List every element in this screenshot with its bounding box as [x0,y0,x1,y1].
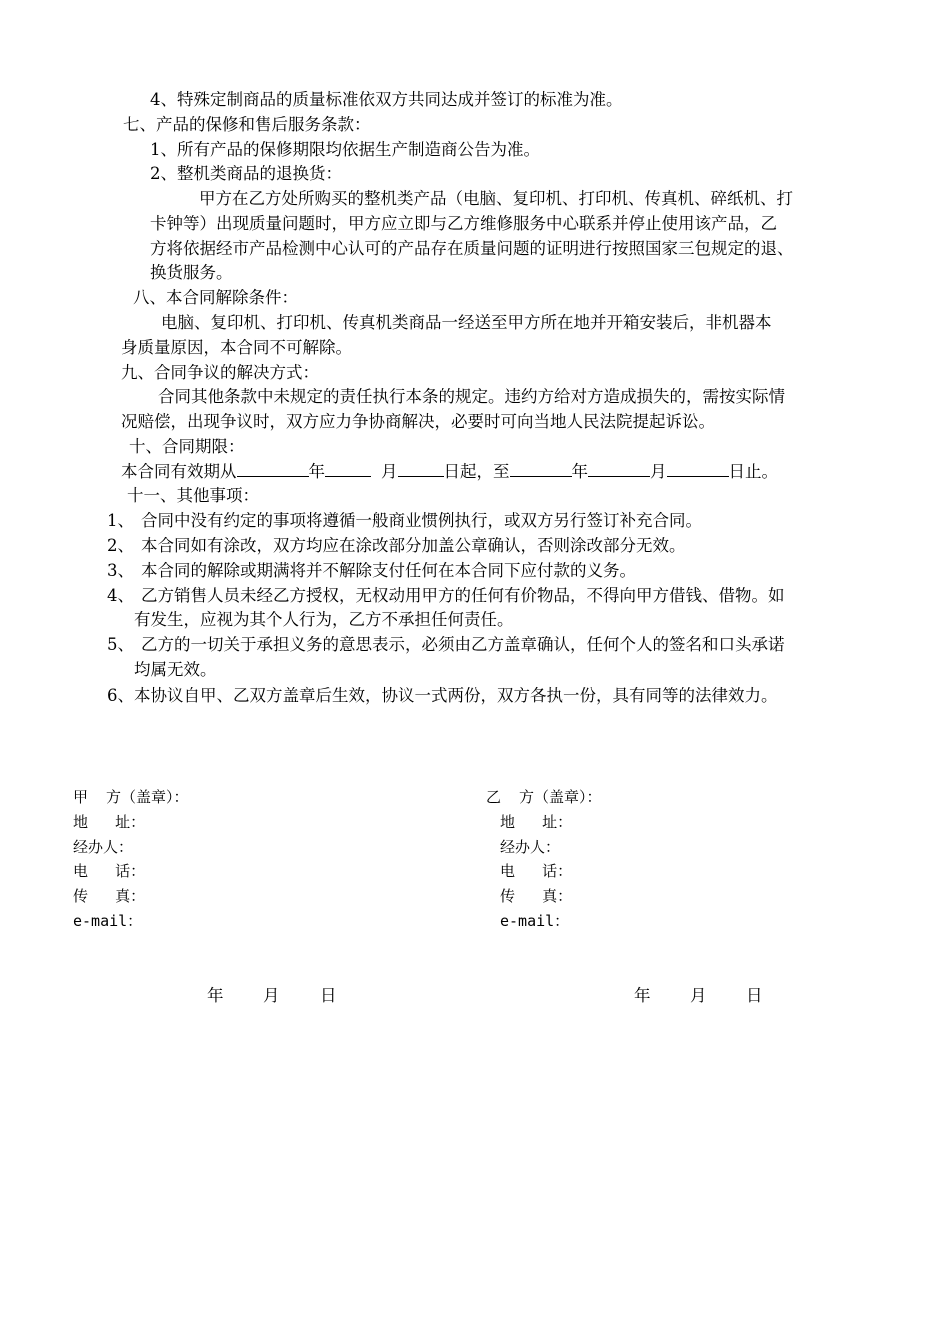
party-a-date-month: 月 [263,986,280,1005]
start-year-blank[interactable] [237,460,309,477]
clause11-item-num: 3、 [107,561,134,580]
end-day-suffix: 日止。 [728,462,778,481]
clause7-item1: 1、所有产品的保修期限均依据生产制造商公告为准。 [150,140,540,159]
end-month-blank[interactable] [588,460,650,477]
party-a-address-label: 地 址： [73,813,146,831]
party-a-email-label: e-mail： [73,912,143,930]
end-year-label: 年 [571,462,588,481]
clause8-line: 身质量原因，本合同不可解除。 [121,338,352,357]
clause11-item-text-cont: 均属无效。 [134,660,217,679]
validity-period-line [121,460,778,484]
clause11-item-text: 乙方的一切关于承担义务的意思表示，必须由乙方盖章确认，任何个人的签名和口头承诺 [141,635,785,654]
clause10-heading: 十、合同期限： [129,437,245,456]
clause7-item2: 2、整机类商品的退换货： [150,164,342,183]
end-day-blank[interactable] [667,460,729,477]
clause8-heading: 八、本合同解除条件： [133,288,298,307]
start-month-label: 月 [381,462,398,481]
party-b-email-label: e-mail： [500,912,570,930]
clause11-item-text: 乙方销售人员未经乙方授权，无权动用甲方的任何有价物品，不得向甲方借钱、借物。如 [141,586,785,605]
clause9-line: 合同其他条款中未规定的责任执行本条的规定。违约方给对方造成损失的，需按实际情 [158,387,785,406]
clause11-item-num: 1、 [107,511,134,530]
clause11-item-text: 本合同的解除或期满将并不解除支付任何在本合同下应付款的义务。 [141,561,636,580]
party-a-agent-label: 经办人： [73,838,134,856]
party-a-fax-label: 传 真： [73,887,146,905]
start-year-label: 年 [308,462,325,481]
party-b-date-month: 月 [690,986,707,1005]
clause11-item-text: 本合同如有涂改，双方均应在涂改部分加盖公章确认，否则涂改部分无效。 [141,536,686,555]
clause7-item2-line: 方将依据经市产品检测中心认可的产品存在质量问题的证明进行按照国家三包规定的退、 [150,239,794,258]
clause11-item6: 6、本协议自甲、乙双方盖章后生效，协议一式两份，双方各执一份，具有同等的法律效力。 [107,686,778,705]
party-b-date-year: 年 [634,986,651,1005]
end-year-blank[interactable] [510,460,572,477]
party-b-agent-label: 经办人： [500,838,561,856]
party-a-date-year: 年 [207,986,224,1005]
start-day-suffix: 日起，至 [443,462,510,481]
clause11-heading: 十一、其他事项： [127,486,259,505]
clause11-item-text: 合同中没有约定的事项将遵循一般商业惯例执行，或双方另行签订补充合同。 [141,511,702,530]
clause9-heading: 九、合同争议的解决方式： [121,363,319,382]
clause7-item2-line: 甲方在乙方处所购买的整机类产品（电脑、复印机、打印机、传真机、碎纸机、打 [199,189,793,208]
party-b-title: 乙 方（盖章）： [486,788,602,806]
clause7-item4: 4、特殊定制商品的质量标准依双方共同达成并签订的标准为准。 [150,90,623,109]
clause11-item-text-cont: 有发生，应视为其个人行为，乙方不承担任何责任。 [134,610,514,629]
start-month-blank[interactable] [325,460,371,477]
clause9-line: 况赔偿，出现争议时，双方应力争协商解决，必要时可向当地人民法院提起诉讼。 [121,412,715,431]
clause8-line: 电脑、复印机、打印机、传真机类商品一经送至甲方所在地并开箱安装后，非机器本 [161,313,772,332]
party-b-phone-label: 电 话： [500,862,573,880]
clause7-heading: 七、产品的保修和售后服务条款： [123,115,371,134]
clause7-item2-line: 换货服务。 [150,263,233,282]
validity-prefix: 本合同有效期从 [121,462,237,481]
clause11-item-num: 4、 [107,586,134,605]
clause7-item2-line: 卡钟等）出现质量问题时，甲方应立即与乙方维修服务中心联系并停止使用该产品，乙 [150,214,777,233]
party-b-date-day: 日 [746,986,763,1005]
party-a-title: 甲 方（盖章）： [73,788,189,806]
party-b-address-label: 地 址： [500,813,573,831]
party-a-date-day: 日 [320,986,337,1005]
start-day-blank[interactable] [398,460,444,477]
party-a-phone-label: 电 话： [73,862,146,880]
end-month-label: 月 [650,462,667,481]
clause11-item-num: 5、 [107,635,134,654]
party-b-fax-label: 传 真： [500,887,573,905]
clause11-item-num: 2、 [107,536,134,555]
